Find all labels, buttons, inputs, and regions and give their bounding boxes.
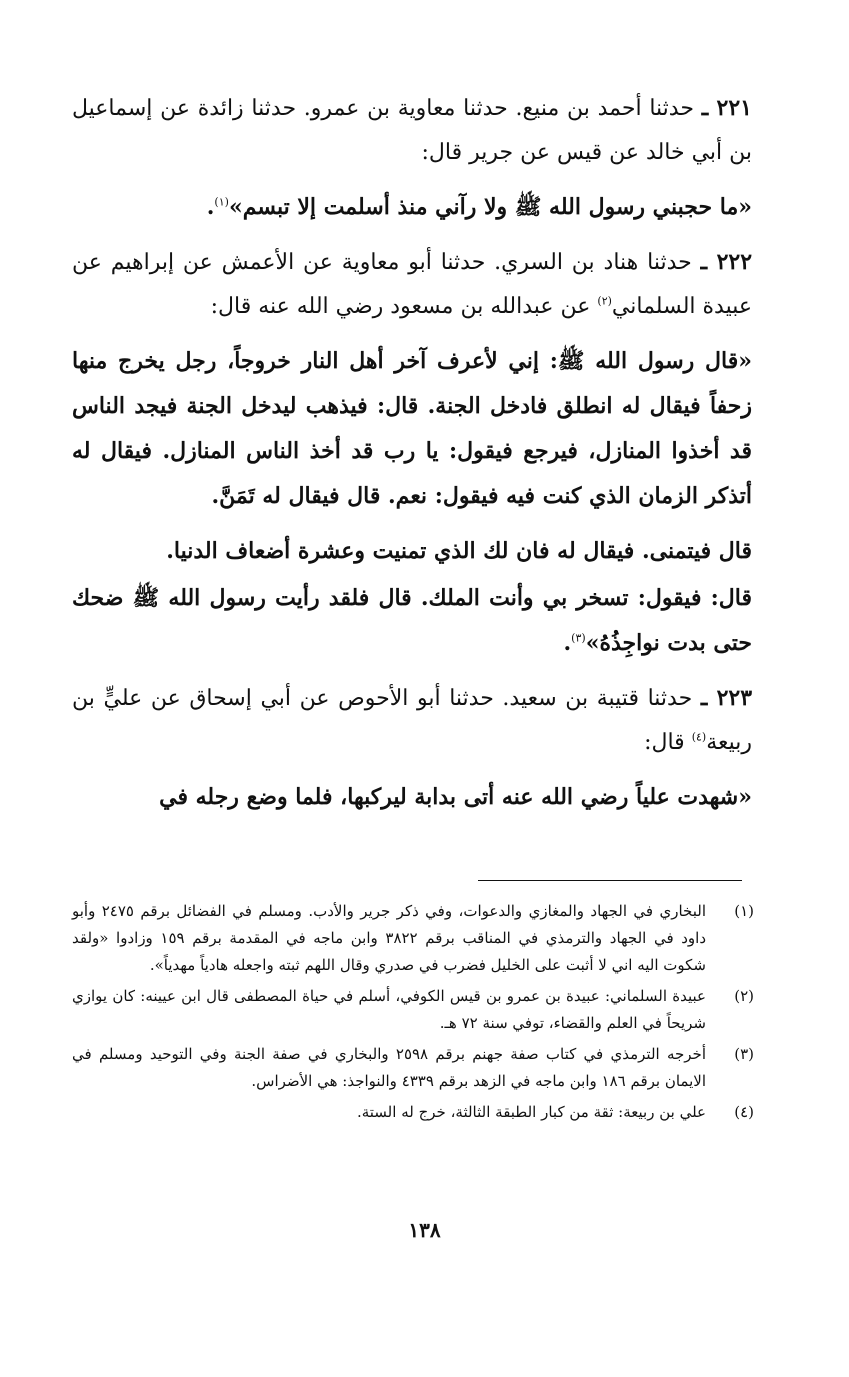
hadith-221-isnad (72, 86, 752, 175)
footnote-1 (72, 898, 754, 979)
hadith-222-matn-2 (72, 529, 752, 574)
footnote-number: (٣) (734, 1045, 754, 1063)
footnotes (72, 898, 754, 1130)
footnote-number: (١) (734, 902, 754, 920)
hadith-223-matn (72, 775, 752, 820)
footnote-marker: (١) (214, 195, 229, 209)
footnote-text: عبيدة السلماني: عبيدة بن عمرو بن قيس الكوفي، أسلم في حياة المصطفى قال ابن عيينه: كان يوازي شريحاً في العلم والقضاء، توفي سنة ٧٢ هـ. (72, 987, 706, 1032)
footnote-4 (72, 1099, 754, 1126)
hadith-number: ٢٢٣ ـ (700, 685, 753, 711)
hadith-222-matn-3: قال: فيقول: تسخر بي وأنت الملك. قال فلقد رأيت رسول الله ﷺ ضحك حتى بدت نواجِذُهُ»$^{(٣)}$. (72, 585, 752, 656)
footnote-text: البخاري في الجهاد والمغازي والدعوات، وفي ذكر جرير والأدب. ومسلم في الفضائل برقم ٢٤٧٥ وأبو داود في الجهاد والترمذي في المناقب برقم ٣٨٢٢ وابن ماجه في المقدمة برقم ١٥٩ وزادوا «ولقد شكوت اليه اني لا أثبت على الخليل فضرب في صدري وقال اللهم ثبته واجعله هادياً مهدياً». (72, 902, 707, 974)
isnad-text: حدثنا أحمد بن منيع. حدثنا معاوية بن عمرو. حدثنا زائدة عن إسماعيل بن أبي خالد عن قيس عن جرير قال: (72, 96, 752, 165)
footnote-3 (72, 1041, 754, 1095)
isnad-text: حدثنا قتيبة بن سعيد. حدثنا أبو الأحوص عن أبي إسحاق عن عليٍّ بن ربيعة (72, 686, 752, 755)
hadith-223-isnad (72, 676, 752, 765)
footnote-text: علي بن ربيعة: ثقة من كبار الطبقة الثالثة، خرج له الستة. (356, 1103, 706, 1121)
matn-text: قال: فيقول: تسخر بي وأنت الملك. قال فلقد رأيت رسول الله ﷺ ضحك حتى بدت نواجِذُهُ» (72, 585, 752, 656)
matn-text: «شهدت علياً رضي الله عنه أتى بدابة ليركبها، فلما وضع رجله في (159, 784, 752, 810)
footnote-marker: (٢) (597, 294, 612, 308)
page-number: ١٣٨ (408, 1218, 441, 1242)
footnote-marker: (٤) (691, 730, 707, 744)
isnad-text: عن عبدالله بن مسعود رضي الله عنه قال: (210, 294, 591, 319)
footnote-text: أخرجه الترمذي في كتاب صفة جهنم برقم ٢٥٩٨ والبخاري في صفة الجنة وفي التوحيد ومسلم في الايمان برقم ١٨٦ وابن ماجه في الزهد برقم ٤٣٣٩ والنواجذ: هي الأضراس. (72, 1045, 706, 1090)
hadith-221-matn: «ما حجبني رسول الله ﷺ ولا رآني منذ أسلمت إلا تبسم»$^{(١)}$. (206, 194, 752, 220)
footnote-2 (72, 983, 754, 1037)
isnad-text: قال: (644, 730, 685, 755)
footnote-separator (478, 880, 742, 881)
footnote-number: (٢) (734, 987, 754, 1005)
hadith-number: ٢٢١ ـ (701, 95, 752, 121)
footnote-marker: (٣) (571, 631, 586, 645)
hadith-222-isnad (72, 240, 752, 329)
footnote-number: (٤) (734, 1103, 754, 1121)
main-text (72, 86, 752, 830)
isnad-text: حدثنا هناد بن السري. حدثنا أبو معاوية عن الأعمش عن إبراهيم عن عبيدة السلماني (72, 250, 752, 319)
matn-text: «ما حجبني رسول الله ﷺ ولا رآني منذ أسلمت إلا تبسم» (228, 194, 752, 220)
hadith-number: ٢٢٢ ـ (700, 249, 753, 275)
matn-text: «قال رسول الله ﷺ: إني لأعرف آخر أهل النار خروجاً، رجل يخرج منها زحفاً فيقال له انطلق فادخل الجنة. قال: فيذهب ليدخل الجنة فيجد الناس قد أخذوا المنازل، فيرجع فيقول: يا رب قد أخذ الناس المنازل. فيقال له أتذكر الزمان الذي كنت فيه فيقول: نعم. قال فيقال له تَمَنَّ. (72, 348, 752, 509)
hadith-222-matn-1 (72, 339, 752, 519)
matn-text: قال فيتمنى. فيقال له فان لك الذي تمنيت وعشرة أضعاف الدنيا. (166, 538, 752, 564)
